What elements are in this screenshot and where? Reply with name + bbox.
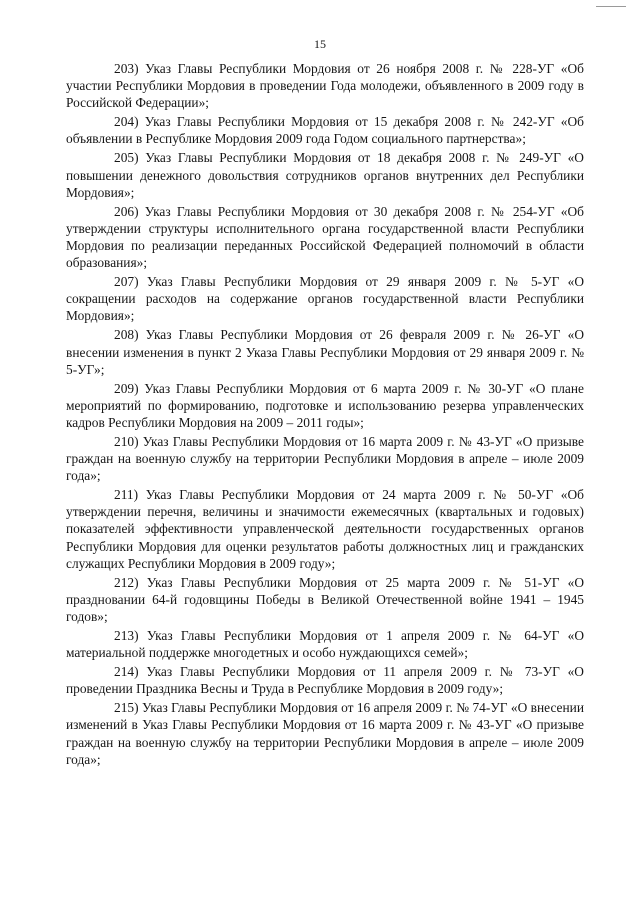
item-text: Указ Главы Республики Мордовия от 26 ноября 2008 г. № 228-УГ «Об участии Республики Мордовия в проведении Года молодежи, объявленного в 2009 году в Российской Федерации»; <box>66 61 584 111</box>
list-item <box>66 627 584 661</box>
list-item <box>66 149 584 200</box>
list-item <box>66 699 584 767</box>
list-item <box>66 486 584 571</box>
item-number: 203) <box>114 61 139 76</box>
item-number: 211) <box>114 487 139 503</box>
list-item <box>66 380 584 431</box>
item-text: Указ Главы Республики Мордовия от 16 марта 2009 г. № 43-УГ «О призыве граждан на военную службу на территории Республики Мордовия в апреле – июле 2009 года»; <box>66 433 584 484</box>
list-item <box>66 60 584 111</box>
item-number: 214) <box>114 664 139 680</box>
item-text: Указ Главы Республики Мордовия от 24 марта 2009 г. № 50-УГ «Об утверждении перечня, величины и значимости ежемесячных (квартальных и годовых) показателей эффективности управленческой деятельности государственных органов Республики Мордовия для оценки результатов работы должностных лиц и гражданских служащих Республики Мордовия в 2009 году»; <box>66 487 584 571</box>
item-number: 208) <box>114 327 139 343</box>
item-text: Указ Главы Республики Мордовия от 29 января 2009 г. № 5-УГ «О сокращении расходов на содержание органов государственной власти Республики Мордовия»; <box>66 274 584 324</box>
decree-list <box>66 60 584 770</box>
list-item <box>66 663 584 697</box>
scan-edge-mark <box>596 6 626 7</box>
list-item <box>66 203 584 271</box>
list-item <box>66 433 584 484</box>
item-text: Указ Главы Республики Мордовия от 1 апреля 2009 г. № 64-УГ «О материальной поддержке многодетных и особо нуждающихся семей»; <box>66 628 584 661</box>
item-number: 207) <box>114 274 139 290</box>
list-item <box>66 113 584 147</box>
list-item <box>66 326 584 377</box>
item-number: 209) <box>114 380 139 396</box>
list-item <box>66 273 584 324</box>
item-text: Указ Главы Республики Мордовия от 30 декабря 2008 г. № 254-УГ «Об утверждении структуры исполнительного органа государственной власти Республики Мордовия по реализации переданных Российской Федерацией полномочий в области образования»; <box>66 203 584 271</box>
list-item <box>66 574 584 625</box>
item-number: 206) <box>114 203 139 219</box>
item-number: 215) <box>114 700 139 716</box>
item-text: Указ Главы Республики Мордовия от 11 апреля 2009 г. № 73-УГ «О проведении Праздника Весны и Труда в Республике Мордовия в 2009 году»; <box>66 664 584 697</box>
item-number: 210) <box>114 433 139 449</box>
item-number: 212) <box>114 574 139 590</box>
item-text: Указ Главы Республики Мордовия от 16 апреля 2009 г. № 74-УГ «О внесении изменений в Указ Главы Республики Мордовия от 16 марта 2009 г. № 43-УГ «О призыве граждан на военную службу на территории Республики Мордовия в апреле – июле 2009 года»; <box>66 700 584 767</box>
item-text: Указ Главы Республики Мордовия от 25 марта 2009 г. № 51-УГ «О праздновании 64-й годовщины Победы в Великой Отечественной войне 1941 – 1945 годов»; <box>66 574 584 624</box>
item-number: 205) <box>114 150 139 166</box>
item-text: Указ Главы Республики Мордовия от 18 декабря 2008 г. № 249-УГ «О повышении денежного довольствия сотрудников органов внутренних дел Республики Мордовия»; <box>66 150 584 200</box>
item-text: Указ Главы Республики Мордовия от 26 февраля 2009 г. № 26-УГ «О внесении изменения в пункт 2 Указа Главы Республики Мордовия от 29 января 2009 г. № 5-УГ»; <box>66 327 584 377</box>
item-number: 213) <box>114 628 139 643</box>
item-number: 204) <box>114 114 139 130</box>
item-text: Указ Главы Республики Мордовия от 6 марта 2009 г. № 30-УГ «О плане мероприятий по формированию, подготовке и использованию резерва управленческих кадров Республики Мордовия на 2009 – 2011 годы»; <box>66 380 584 430</box>
page-number: 15 <box>314 37 326 51</box>
item-text: Указ Главы Республики Мордовия от 15 декабря 2008 г. № 242-УГ «Об объявлении в Республике Мордовия 2009 года Годом социального партнерства»; <box>66 114 584 147</box>
